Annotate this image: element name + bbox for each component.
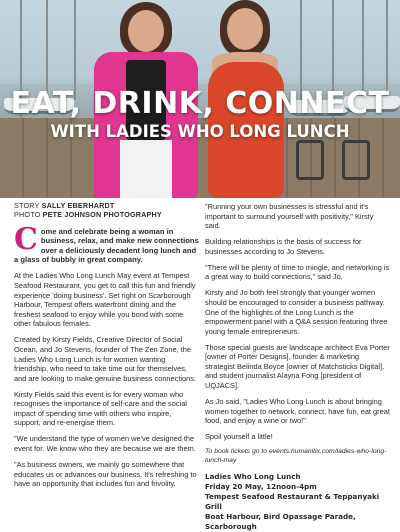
- article-column-right: [205, 202, 390, 532]
- event-venue: Tempest Seafood Restaurant & Teppanyaki Grill: [205, 492, 380, 512]
- event-details: [205, 472, 390, 532]
- byline-photo-name: PETE JOHNSON PHOTOGRAPHY: [42, 209, 162, 219]
- byline-story-label: STORY: [14, 201, 40, 210]
- subheadline: WITH LADIES WHO LONG LUNCH: [50, 122, 350, 141]
- event-date: Friday 20 May, 12noon-4pm: [205, 482, 317, 492]
- hero-photo: [0, 0, 400, 198]
- body-paragraph: "As business owners, we mainly go somewhere that educates us or advances our business. It's refreshing to have an opportunity that includes fun and frivolity.: [14, 460, 197, 489]
- body-paragraph: Those special guests are landscape architect Eva Porter [owner of Porter Designs], founder & marketing strategist Belinda Boyce [owner of Matchsticks Digital], and student journalist Alayna Fong [president of UQJACS].: [205, 342, 390, 391]
- byline: [14, 202, 199, 220]
- body-paragraph: "We understand the type of women we've designed the event for. We know who they are because we are them.: [14, 434, 196, 454]
- boat-mast: [74, 0, 76, 100]
- chair: [342, 140, 370, 180]
- event-title: Ladies Who Long Lunch: [205, 472, 301, 482]
- body-paragraph: "Running your own businesses is stressful and it's important to surround yourself with positivity," Kirsty said.: [205, 202, 374, 231]
- body-paragraph: Spoil yourself a little!: [205, 432, 273, 442]
- boat-mast: [386, 0, 388, 96]
- body-paragraph: "There will be plenty of time to mingle, and networking is a great way to build connections," said Jo.: [205, 262, 390, 282]
- body-paragraph: Created by Kirsty Fields, Creative Director of Social Ocean, and Jo Stevens, founder of The Zen Zone, the Ladies Who Long Lunch is for women wanting friendship, who need to take time out for themselves, and are looking to make genuine business connections.: [14, 335, 197, 383]
- lead-paragraph: [14, 221, 199, 265]
- tickets-note: To book tickets go to events.humanitix.com/ladies-who-long-lunch-may: [205, 448, 387, 464]
- event-address: Boat Harbour, Bird Opassage Parade, Scarborough: [205, 512, 356, 532]
- body-paragraph: Kirsty Fields said this event is for every woman who recognises the importance of self-care and the social impact of spending time with others who inspire, support, and re-energise them.: [14, 389, 187, 428]
- body-paragraph: Building relationships is the basis of success for businesses according to Jo Stevens.: [205, 237, 362, 256]
- headline: EAT, DRINK, CONNECT: [10, 86, 390, 121]
- body-paragraph: Kirsty and Jo both feel strongly that younger women should be encouraged to consider a business pathway. One of the highlights of the Long Lunch is the empowerment panel with a Q&A session featuring three young female entrepreneurs.: [205, 288, 388, 336]
- body-paragraph: At the Ladies Who Long Lunch May event at Tempest Seafood Restaurant, you get to call this fun and friendly experience 'doing business'. Set right on Scarborough Harbour, Tempest offers waterfront dining and the freshest seafood to enjoy while you bond with some other fabulous females.: [14, 271, 196, 329]
- article-column-left: [14, 202, 199, 495]
- byline-photo-label: PHOTO: [14, 209, 41, 219]
- drop-cap: C: [14, 221, 38, 257]
- byline-photo: [14, 211, 199, 220]
- lead-text: ome and celebrate being a woman in business, relax, and make new connections over a deliciously decadent long lunch and a glass of bubbly in great company.: [14, 226, 199, 265]
- byline-story-name: SALLY EBERHARDT: [41, 201, 115, 210]
- chair: [296, 140, 324, 180]
- body-paragraph: As Jo said, "Ladies Who Long Lunch is about bringing women together to network, connect, have fun, eat great food, and enjoy a wine or two!": [205, 397, 390, 426]
